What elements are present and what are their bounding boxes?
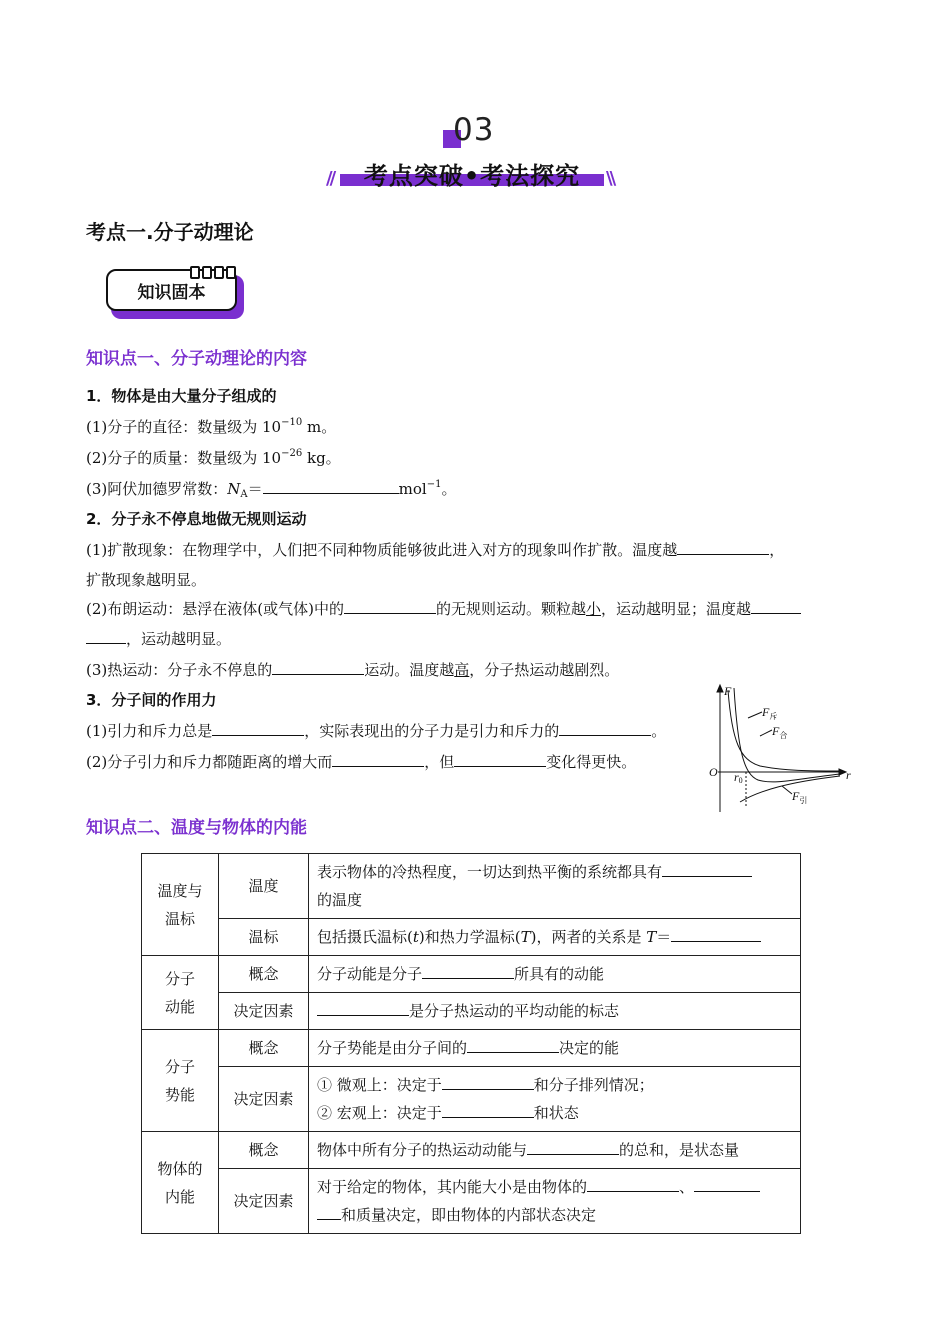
row-label: 概念: [219, 1030, 309, 1067]
molecular-force-graph: [700, 682, 860, 817]
fill-blank[interactable]: [212, 721, 304, 736]
row-text: 对于给定的物体，其内能大小是由物体的 、 和质量决定，即由物体的内部状态决定: [309, 1169, 801, 1234]
table-row: [142, 1132, 801, 1169]
item2-a-line2: 扩散现象越明显。: [86, 571, 207, 589]
topic-title: 考点一.分子动理论: [86, 220, 254, 244]
table-row: [142, 919, 801, 956]
item3-heading: 3．分子间的作用力: [86, 691, 217, 709]
fill-blank[interactable]: [344, 599, 436, 614]
table-row: [142, 956, 801, 993]
chapter-title-banner: [322, 154, 622, 196]
section-1-title: 知识点一、分子动理论的内容: [86, 349, 307, 369]
fill-blank[interactable]: [527, 1140, 619, 1155]
item1-c: (3)阿伏加德罗常数：$N_A= mol^{-1}$。: [86, 479, 457, 500]
fill-blank[interactable]: [662, 862, 752, 877]
table-row: [142, 1030, 801, 1067]
fill-blank[interactable]: [317, 1001, 409, 1016]
r-axis-label: r: [846, 768, 851, 782]
row-label: 温标: [219, 919, 309, 956]
F-repel-label: $F_斥$: [762, 705, 778, 721]
F-attr-leader: [782, 786, 792, 794]
item2-heading: 2．分子永不停息地做无规则运动: [86, 510, 307, 528]
group-label-kinetic: 分子 动能: [142, 956, 219, 1030]
F-axis-label: F: [724, 684, 732, 698]
item1-heading: 1．物体是由大量分子组成的: [86, 387, 277, 405]
fill-blank[interactable]: [272, 660, 364, 675]
item2-c: (3)热运动：分子永不停息的 运动。温度越高，分子热运动越剧烈。: [86, 661, 620, 679]
fill-blank[interactable]: [422, 964, 514, 979]
group-label-temperature: 温度与 温标: [142, 854, 219, 956]
row-label: 概念: [219, 956, 309, 993]
row-label: 决定因素: [219, 1067, 309, 1132]
row-label: 概念: [219, 1132, 309, 1169]
attractive-force-curve: [740, 776, 840, 802]
slash-left-decoration: //: [326, 168, 334, 189]
row-label: 温度: [219, 854, 309, 919]
row-text: 物体中所有分子的热运动动能与 的总和，是状态量: [309, 1132, 801, 1169]
origin-label: O: [709, 765, 718, 779]
fill-blank[interactable]: [442, 1103, 534, 1118]
fill-blank[interactable]: [751, 599, 801, 614]
fill-blank[interactable]: [671, 927, 761, 942]
row-text: 表示物体的冷热程度，一切达到热平衡的系统都具有 的温度: [309, 854, 801, 919]
fill-blank[interactable]: [86, 629, 126, 644]
x-axis-arrow: [839, 769, 846, 775]
fill-blank[interactable]: [263, 479, 399, 494]
item1-a: (1)分子的直径：数量级为 $10^{-10}$ m。: [86, 417, 337, 436]
row-text: 包括摄氏温标(t)和热力学温标(T)，两者的关系是 T＝: [309, 919, 801, 956]
fill-blank[interactable]: [317, 1205, 341, 1220]
item3-a: (1)引力和斥力总是 ，实际表现出的分子力是引力和斥力的 。: [86, 722, 667, 740]
chapter-title: 考点突破•考法探究: [363, 162, 581, 190]
table-row: [142, 854, 801, 919]
F-net-label: $F_合$: [772, 724, 788, 740]
item2-a-line1: (1)扩散现象：在物理学中，人们把不同种物质能够彼此进入对方的现象叫作扩散。温度越 ，: [86, 541, 785, 559]
table-row: [142, 1169, 801, 1234]
fill-blank[interactable]: [559, 721, 651, 736]
item2-b-line2: ，运动越明显。: [86, 629, 231, 649]
r0-label: r0: [734, 770, 743, 785]
row-label: 决定因素: [219, 1169, 309, 1234]
row-text: 分子势能是由分子间的 决定的能: [309, 1030, 801, 1067]
item3-b: (2)分子引力和斥力都随距离的增大而 ，但 变化得更快。: [86, 753, 637, 771]
group-label-internal-energy: 物体的 内能: [142, 1132, 219, 1234]
table-row: [142, 1067, 801, 1132]
fill-blank[interactable]: [677, 540, 769, 555]
fill-blank[interactable]: [332, 752, 424, 767]
row-text: ① 微观上：决定于 和分子排列情况； ② 宏观上：决定于 和状态: [309, 1067, 801, 1132]
row-text: 分子动能是分子 所具有的动能: [309, 956, 801, 993]
knowledge-badge: [106, 269, 246, 321]
F-net-leader: [760, 730, 772, 736]
fill-blank[interactable]: [442, 1075, 534, 1090]
internal-energy-table: [141, 853, 801, 1234]
slash-right-decoration: \\: [606, 168, 614, 189]
table-row: [142, 993, 801, 1030]
chapter-number: [443, 112, 533, 156]
item2-b-line1: (2)布朗运动：悬浮在液体(或气体)中的 的无规则运动。颗粒越小，运动越明显；温度越: [86, 599, 801, 619]
F-repel-leader: [748, 712, 762, 718]
section-2-title: 知识点二、温度与物体的内能: [86, 818, 307, 838]
y-axis-arrow: [717, 685, 723, 692]
badge-label: 知识固本: [137, 283, 206, 303]
fill-blank[interactable]: [587, 1177, 679, 1192]
F-attr-label: $F_引$: [792, 789, 808, 805]
row-text: 是分子热运动的平均动能的标志: [309, 993, 801, 1030]
fill-blank[interactable]: [694, 1177, 760, 1192]
fill-blank[interactable]: [467, 1038, 559, 1053]
row-label: 决定因素: [219, 993, 309, 1030]
fill-blank[interactable]: [454, 752, 546, 767]
chapter-number-text: 03: [453, 112, 495, 148]
item1-b: (2)分子的质量：数量级为 $10^{-26}$ kg。: [86, 448, 341, 467]
group-label-potential: 分子 势能: [142, 1030, 219, 1132]
